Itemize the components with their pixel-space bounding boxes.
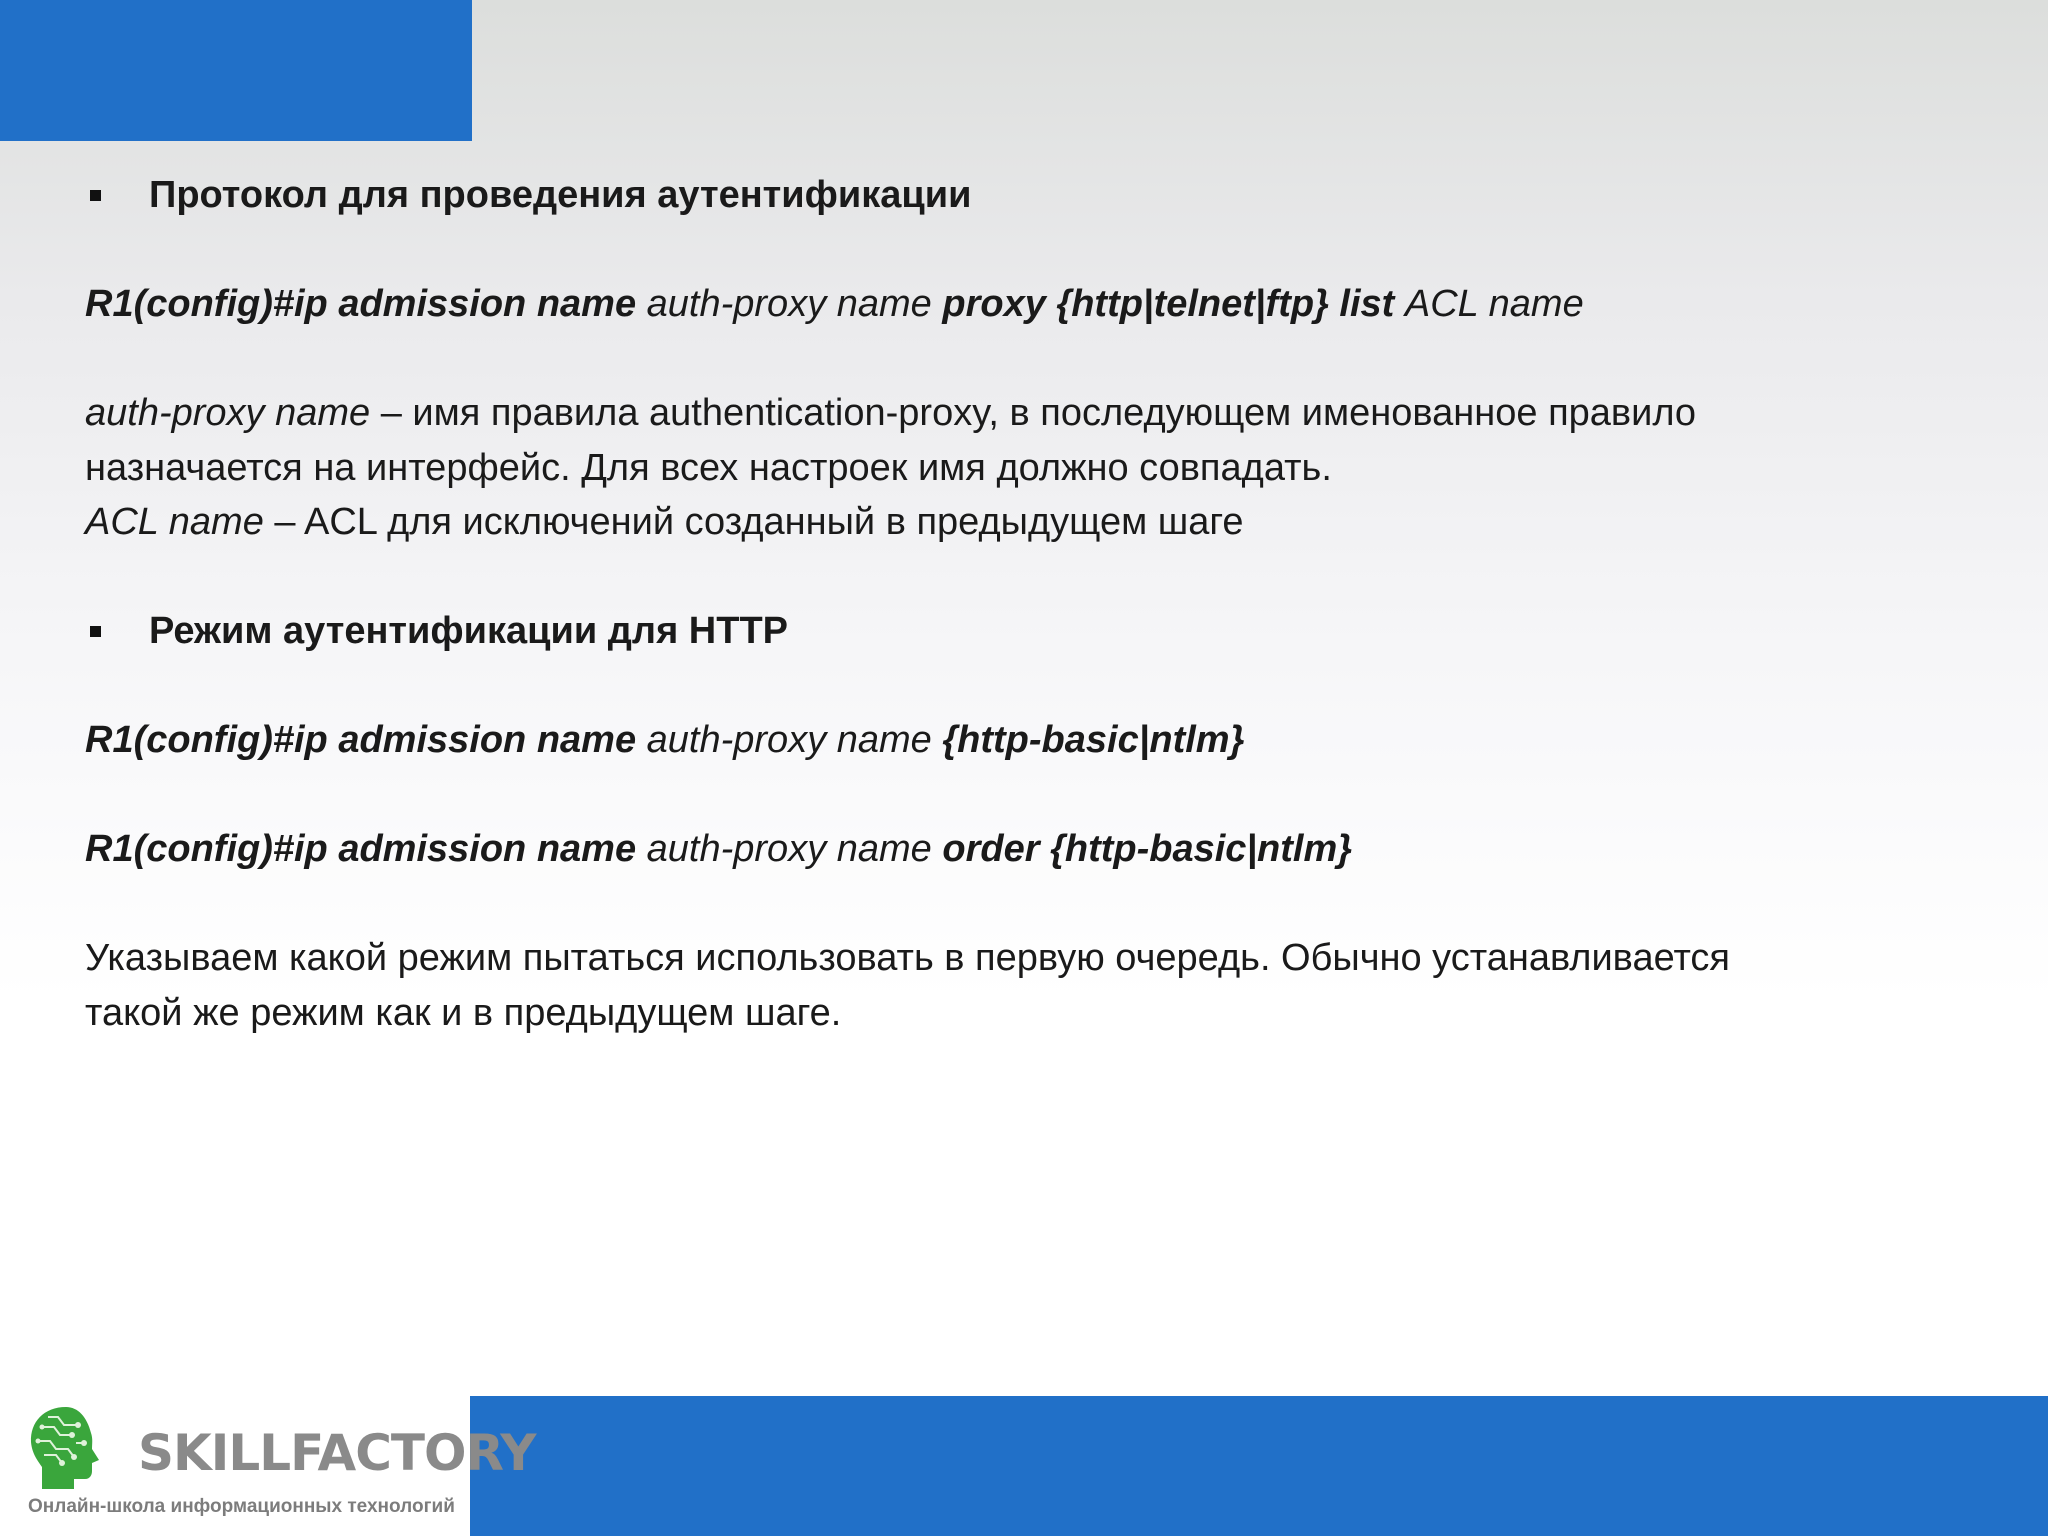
description-term: auth-proxy name (85, 392, 371, 434)
description-text: – ACL для исключений созданный в предыдущем шаге (263, 501, 1244, 543)
command-line-proxy (85, 277, 1985, 332)
description-term: ACL name (85, 501, 264, 543)
note-line-2: такой же режим как и в предыдущем шаге. (85, 991, 842, 1034)
logo-tagline: Онлайн-школа информационных технологий (28, 1496, 455, 1517)
logo-wordmark: SKILLFACTORY (138, 1424, 536, 1482)
description-continuation: назначается на интерфейс. Для всех настроек имя должно совпадать. (85, 446, 1332, 489)
bullet-square-icon (90, 190, 101, 201)
command-keywords: order {http-basic|ntlm} (942, 828, 1353, 870)
bullet-heading: Протокол для проведения аутентификации (149, 174, 972, 216)
note-line-1: Указываем какой режим пытаться использовать в первую очередь. Обычно устанавливается (85, 937, 1731, 979)
description-text: – имя правила authentication-proxy, в последующем именованное правило (370, 392, 1697, 434)
command-prefix: R1(config)#ip admission name (85, 719, 637, 761)
command-argument: auth-proxy name (646, 283, 932, 325)
command-line-order (85, 822, 1985, 877)
command-prefix: R1(config)#ip admission name (85, 283, 637, 325)
footer-accent-bar (470, 1396, 2048, 1536)
skillfactory-logo (28, 1405, 536, 1525)
command-argument-acl: ACL name (1404, 283, 1584, 325)
command-line-http-mode (85, 713, 1985, 768)
header-accent-bar (0, 0, 472, 141)
bullet-item-protocol (85, 168, 1985, 223)
bullet-item-http-mode (85, 604, 1985, 659)
command-keywords: {http-basic|ntlm} (942, 719, 1245, 761)
command-argument: auth-proxy name (646, 719, 932, 761)
description-acl-name (85, 495, 1985, 550)
bullet-square-icon (90, 626, 101, 637)
brain-head-icon (28, 1405, 110, 1491)
command-keywords: proxy {http|telnet|ftp} list (942, 283, 1395, 325)
bullet-heading: Режим аутентификации для HTTP (149, 610, 789, 652)
command-argument: auth-proxy name (646, 828, 932, 870)
description-auth-proxy-name (85, 386, 1985, 441)
command-prefix: R1(config)#ip admission name (85, 828, 637, 870)
slide-content (85, 168, 1985, 1040)
